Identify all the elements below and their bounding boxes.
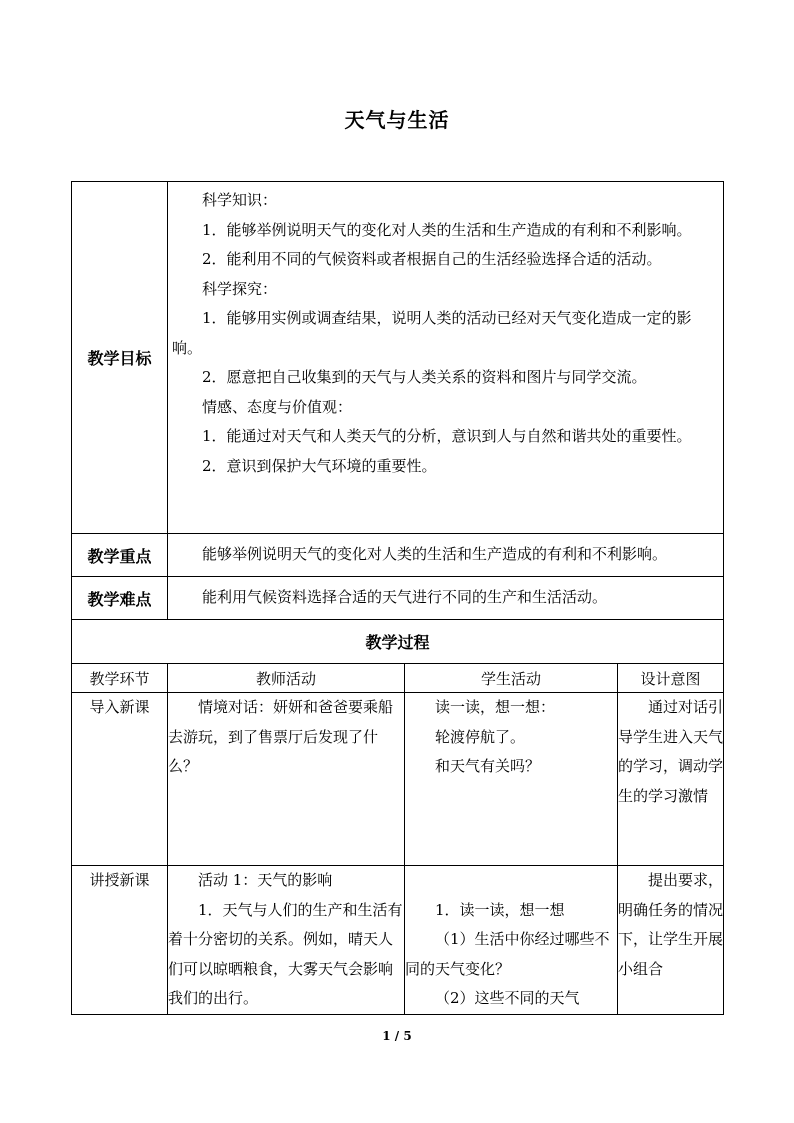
goals-content <box>168 182 724 534</box>
stage-cell <box>72 866 168 1015</box>
difficulty-label: 教学难点 <box>72 577 168 620</box>
teacher-cell <box>168 866 405 1015</box>
stage-label: 导入新课 <box>89 698 150 716</box>
teacher-cell <box>168 693 405 866</box>
goal-line: 1．能通过对天气和人类天气的分析，意识到人与自然和谐共处的重要性。 <box>202 427 692 445</box>
stage-label: 讲授新课 <box>89 871 150 889</box>
student-line: 1．读一读，想一想 <box>435 900 565 919</box>
table-row <box>72 693 724 866</box>
key-point-label: 教学重点 <box>72 534 168 577</box>
student-cell <box>405 693 618 866</box>
teacher-line: 1．天气与人们的生产和生活有着十分密切的关系。例如，晴天人们可以晾晒粮食，大雾天气会影响我们的出行。 <box>168 900 403 1007</box>
table-row <box>72 866 724 1015</box>
column-header: 设计意图 <box>618 664 724 693</box>
student-line: 读一读，想一想： <box>435 698 556 716</box>
page-number: 1 / 5 <box>382 1029 412 1043</box>
key-point-text: 能够举例说明天气的变化对人类的生活和生产造成的有利和不利影响。 <box>202 545 668 564</box>
goal-line: 2．愿意把自己收集到的天气与人类关系的资料和图片与同学交流。 <box>202 368 647 386</box>
column-header: 学生活动 <box>405 664 618 693</box>
goals-label: 教学目标 <box>72 182 168 534</box>
goal-line: 2．能利用不同的气候资料或者根据自己的生活经验选择合适的活动。 <box>202 250 662 268</box>
student-line: 轮渡停航了。 <box>435 727 526 746</box>
teacher-line: 活动 1：天气的影响 <box>198 871 333 889</box>
column-header: 教师活动 <box>168 664 405 693</box>
goals-row <box>72 182 724 534</box>
intent-text: 提出要求，明确任务的情况下，让学生开展小组合 <box>618 871 724 978</box>
difficulty-row <box>72 577 724 620</box>
goal-line: 科学探究： <box>202 279 278 298</box>
document-title: 天气与生活 <box>344 108 450 132</box>
goal-line: 1．能够用实例或调查结果，说明人类的活动已经对天气变化造成一定的影响。 <box>172 309 692 357</box>
student-cell <box>405 866 618 1015</box>
process-header-row <box>72 664 724 693</box>
student-line: （1）生活中你经过哪些不同的天气变化？ <box>405 930 610 978</box>
column-header: 教学环节 <box>72 664 168 693</box>
process-heading-row <box>72 620 724 664</box>
student-line: 和天气有关吗？ <box>435 757 541 775</box>
lesson-plan-table <box>71 181 724 1015</box>
student-line: （2）这些不同的天气 <box>435 989 580 1007</box>
intent-cell <box>618 693 724 866</box>
goal-line: 2．意识到保护大气环境的重要性。 <box>202 456 437 475</box>
goal-line: 1．能够举例说明天气的变化对人类的生活和生产造成的有利和不利影响。 <box>202 220 692 239</box>
intent-cell <box>618 866 724 1015</box>
process-heading: 教学过程 <box>72 620 724 664</box>
key-point-row <box>72 534 724 577</box>
intent-text: 通过对话引导学生进入天气的学习，调动学生的学习激情 <box>618 698 724 805</box>
goal-line: 科学知识： <box>202 191 278 209</box>
teacher-line: 情境对话：妍妍和爸爸要乘船去游玩，到了售票厅后发现了什么？ <box>168 698 394 775</box>
goal-line: 情感、态度与价值观： <box>202 397 353 416</box>
difficulty-text: 能利用气候资料选择合适的天气进行不同的生产和生活活动。 <box>202 588 608 607</box>
stage-cell <box>72 693 168 866</box>
